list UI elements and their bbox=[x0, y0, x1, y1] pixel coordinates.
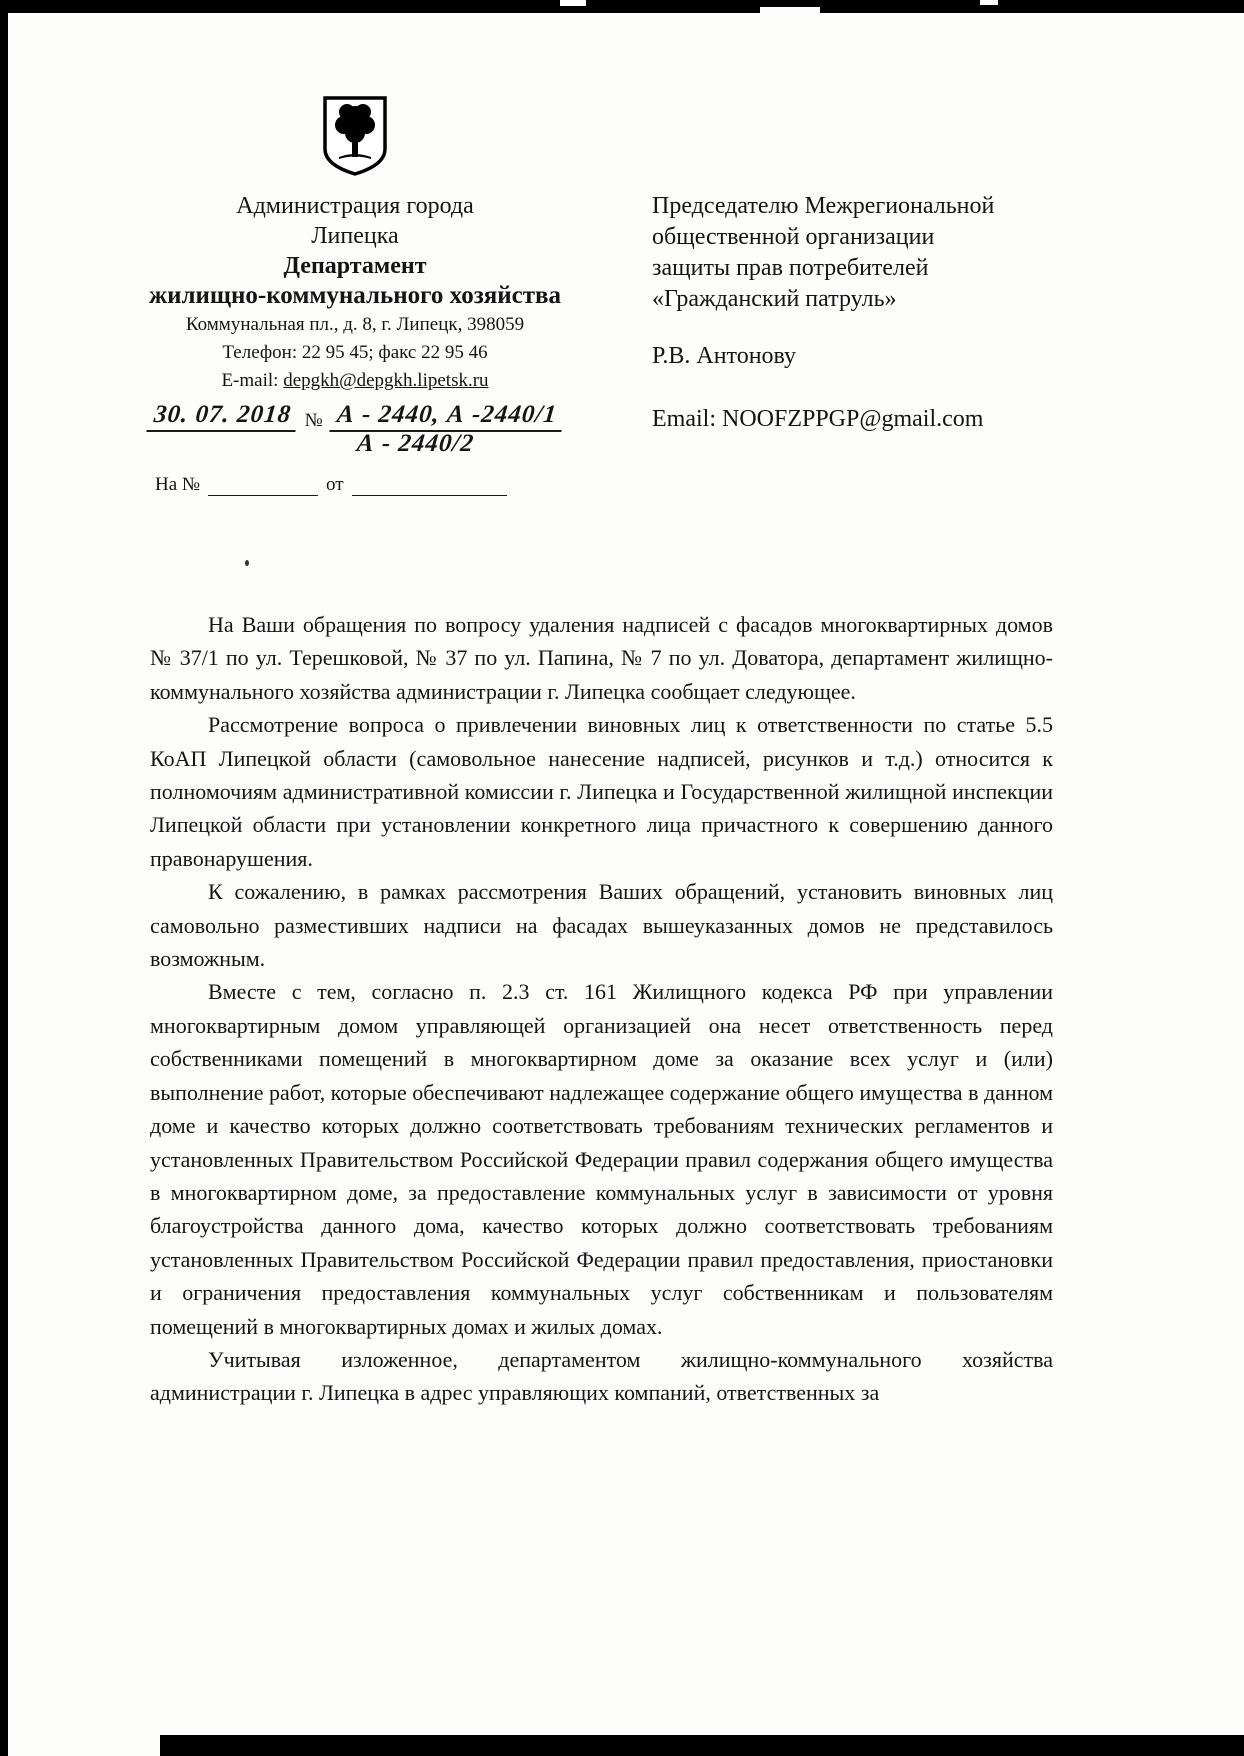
handwritten-number2: А - 2440/2 bbox=[355, 430, 475, 457]
scan-artifact-notch bbox=[560, 0, 586, 6]
scan-artifact-notch bbox=[980, 0, 998, 5]
scan-artifact-left-edge bbox=[0, 0, 8, 1756]
sender-dept-line2: жилищно-коммунального хозяйства bbox=[148, 282, 562, 309]
body-paragraph: Учитывая изложенное, департаментом жилищно-коммунального хозяйства администрации г. Липецка в адрес управляющих компаний, ответственных за bbox=[150, 1346, 1053, 1406]
body-paragraph: На Ваши обращения по вопросу удаления надписей с фасадов многоквартирных домов № 37/1 по ул. Терешковой, № 37 по ул. Папина, № 7 по ул. Доватора, департамент жилищно-коммунального хозяйства администрации г. Липецка сообщает следующее. bbox=[150, 612, 1053, 704]
sender-org-line2: Липецка bbox=[311, 223, 399, 249]
body-paragraph: К сожалению, в рамках рассмотрения Ваших обращений, установить виновных лиц самовольно разместивших надписи на фасадах вышеуказанных домов не представилось возможным. bbox=[150, 879, 1053, 972]
recipient-line4: «Гражданский патруль» bbox=[652, 286, 897, 312]
sender-email-label: E-mail: bbox=[221, 370, 284, 391]
scan-speck bbox=[245, 560, 249, 566]
scan-artifact-top bbox=[0, 0, 1244, 13]
sender-email-line bbox=[100, 367, 610, 395]
sender-dept-line1: Департамент bbox=[283, 253, 427, 279]
scan-artifact-bottom bbox=[160, 1735, 1244, 1756]
body-paragraph: Вместе с тем, согласно п. 2.3 ст. 161 Жилищного кодекса РФ при управлении многоквартирным домом управляющей организацией она несет ответственность перед собственниками помещений в многоквартирном доме за оказание всех услуг и (или) выполнение работ, которые обеспечивают надлежащее содержание общего имущества в данном доме и качество которых должно соответствовать требованиям технических регламентов и установленных Правительством Российской Федерации правил содержания общего имущества в многоквартирном доме, за предоставление коммунальных услуг в зависимости от уровня благоустройства данного дома, качество которых должно соответствовать требованиям установленных Правительством Российской Федерации правил предоставления, приостановки и ограничения предоставления коммунальных услуг собственникам и пользователям помещений в многоквартирных домах и жилых домах. bbox=[150, 979, 1053, 1339]
outgoing-ref-line2 bbox=[220, 430, 610, 458]
handwritten-number: А - 2440, А -2440/1 bbox=[329, 401, 564, 432]
scan-artifact-notch bbox=[760, 7, 820, 13]
number-sign: № bbox=[304, 410, 323, 431]
sender-phone: Телефон: 22 95 45; факс 22 95 46 bbox=[222, 342, 488, 363]
recipient-line2: общественной организации bbox=[652, 224, 935, 250]
outgoing-ref-line bbox=[100, 401, 610, 432]
recipient-email: Email: NOOFZPPGP@gmail.com bbox=[652, 406, 984, 432]
sender-block bbox=[100, 95, 610, 496]
lipetsk-coat-of-arms-icon bbox=[321, 95, 389, 177]
recipient-line1: Председателю Межрегиональной bbox=[652, 193, 995, 219]
sender-org-line1: Администрация города bbox=[236, 193, 474, 219]
recipient-line3: защиты прав потребителей bbox=[652, 255, 929, 281]
recipient-block bbox=[652, 191, 1152, 433]
body-paragraph: Рассмотрение вопроса о привлечении виновных лиц к ответственности по статье 5.5 КоАП Липецкой области (самовольное нанесение надписей, рисунков и т.д.) относится к полномочиям административной комиссии г. Липецка и Государственной жилищной инспекции Липецкой области при установлении конкретного лица причастного к совершению данного правонарушения. bbox=[150, 712, 1053, 871]
incoming-ref-date-blank bbox=[352, 477, 507, 496]
incoming-ref-number-blank bbox=[208, 477, 318, 496]
handwritten-date: 30. 07. 2018 bbox=[146, 401, 298, 432]
recipient-name: Р.В. Антонову bbox=[652, 343, 797, 369]
letter-body bbox=[150, 608, 1053, 1410]
incoming-ref-date-label: от bbox=[326, 474, 344, 495]
sender-address: Коммунальная пл., д. 8, г. Липецк, 398059 bbox=[185, 314, 525, 335]
incoming-ref-label: На № bbox=[155, 474, 201, 495]
incoming-ref-line bbox=[100, 474, 610, 496]
sender-email-address: depgkh@depgkh.lipetsk.ru bbox=[283, 370, 489, 391]
